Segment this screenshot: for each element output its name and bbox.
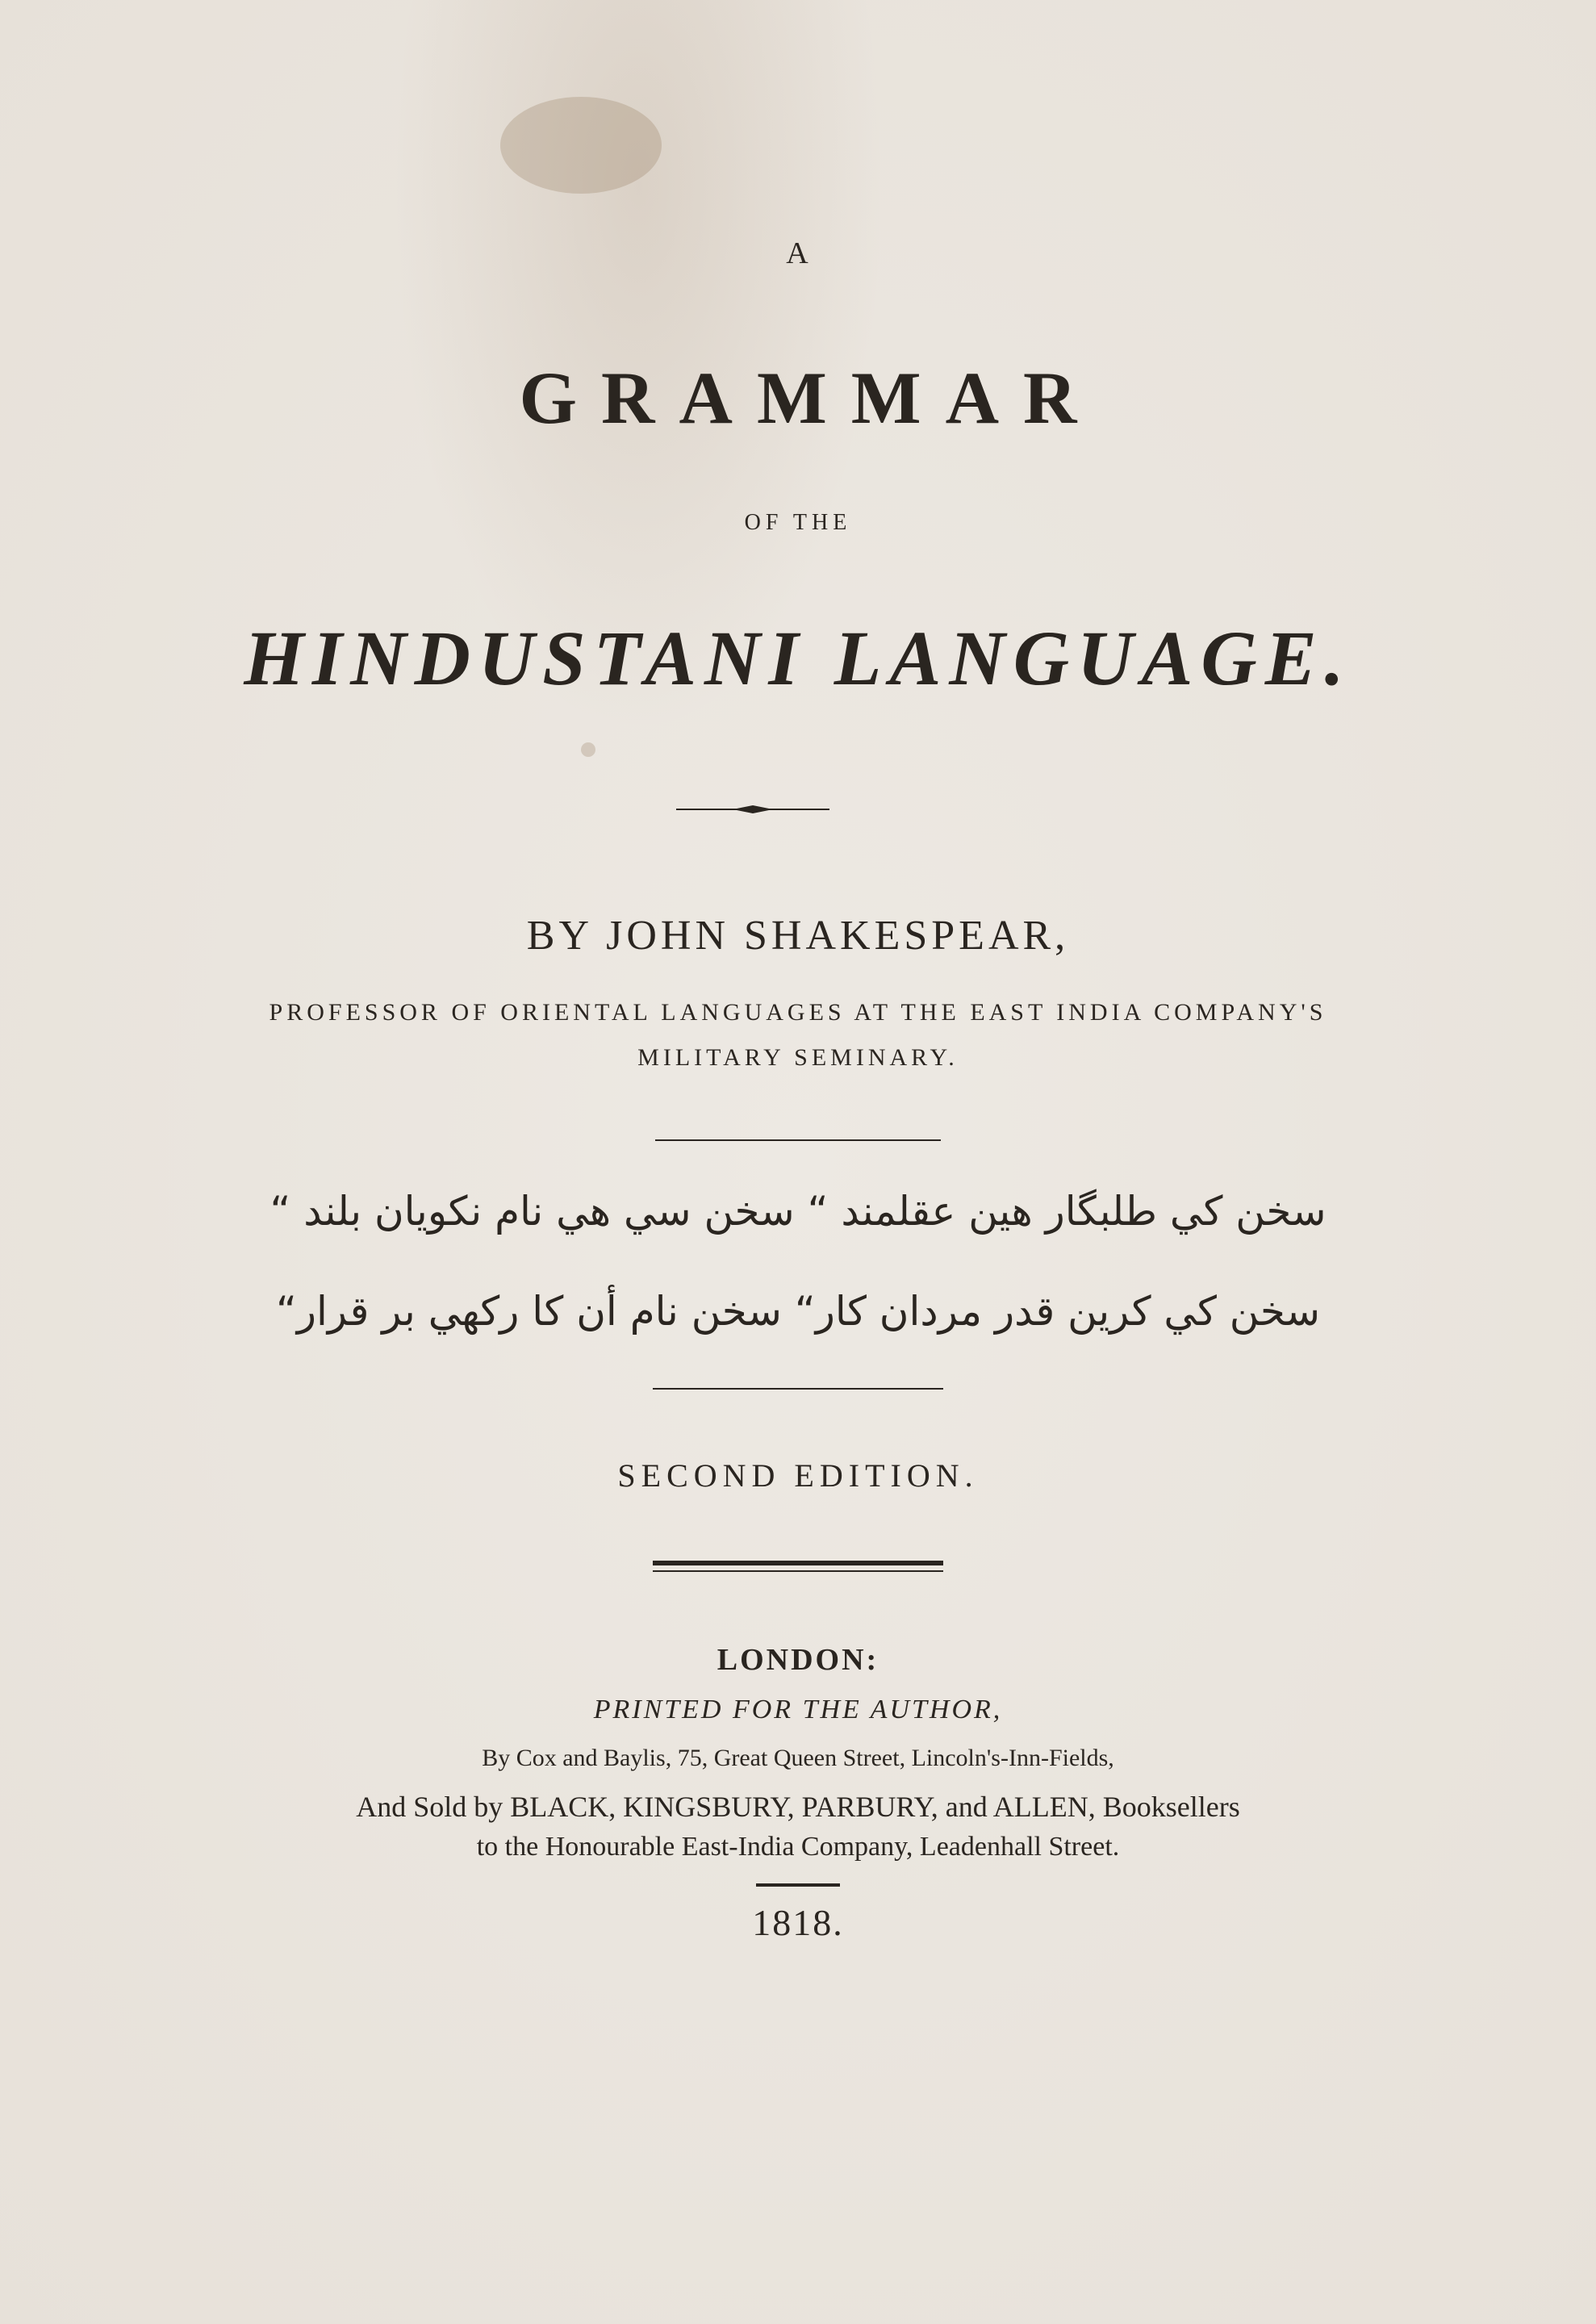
author-credentials-line-1: PROFESSOR OF ORIENTAL LANGUAGES AT THE EAST INDIA COMPANY'S [269, 999, 1327, 1026]
imprint-printed-for: PRINTED FOR THE AUTHOR, [593, 1695, 1003, 1724]
title-subject: HINDUSTANI LANGUAGE. [244, 615, 1352, 701]
title-article: A [786, 236, 810, 270]
imprint-printer: By Cox and Baylis, 75, Great Queen Street, Lincoln's-Inn-Fields, [482, 1745, 1114, 1771]
foxing-spot [581, 742, 595, 757]
foxing-stain [500, 97, 662, 194]
author-credentials-line-2: MILITARY SEMINARY. [637, 1044, 959, 1071]
ornamental-rule [676, 804, 829, 815]
divider-rule [653, 1388, 943, 1390]
publication-year: 1818. [752, 1902, 844, 1943]
urdu-verse-line-1: سخن کي طلبگار هين عقلمند “ سخن سي هي نام نکويان بلند “ [269, 1188, 1327, 1235]
double-rule-thin [653, 1570, 943, 1572]
imprint-sellers: And Sold by BLACK, KINGSBURY, PARBURY, and ALLEN, Booksellers [356, 1791, 1240, 1823]
imprint-sellers-address: to the Honourable East-India Company, Leadenhall Street. [476, 1832, 1120, 1862]
author-line: BY JOHN SHAKESPEAR, [526, 913, 1070, 959]
short-rule [756, 1883, 840, 1887]
double-rule-thick [653, 1561, 943, 1565]
urdu-verse-line-2: سخن کي کرين قدر مردان کار“ سخن نام أن کا رکهي بر قرار“ [275, 1288, 1321, 1335]
imprint-city: LONDON: [717, 1643, 879, 1677]
title-connector: OF THE [744, 510, 852, 535]
divider-rule [655, 1139, 941, 1141]
edition-label: SECOND EDITION. [617, 1457, 979, 1494]
title-main: GRAMMAR [519, 357, 1101, 439]
